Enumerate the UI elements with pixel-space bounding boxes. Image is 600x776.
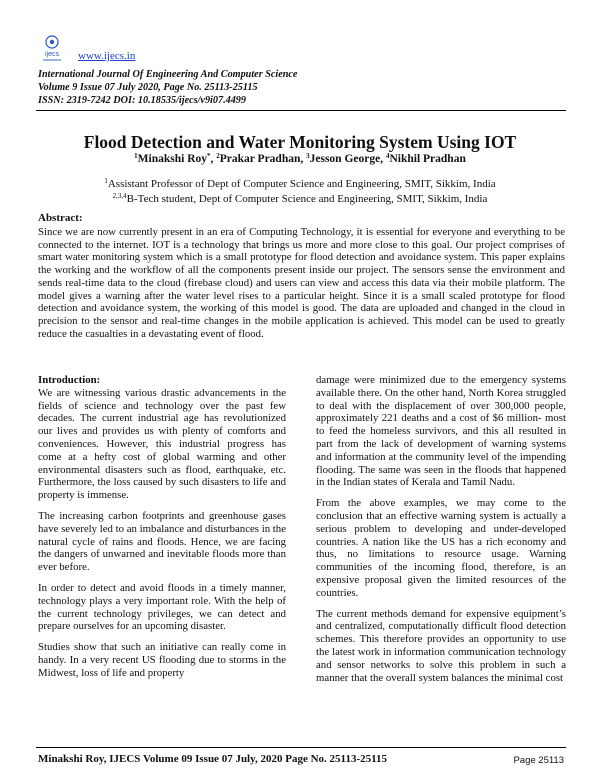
paragraph: In order to detect and avoid floods in a timely manner, technology plays a very important role. With the help of the current technology privileges, we can detect and prepare ourselves for an upcoming disaster. xyxy=(38,581,286,633)
paragraph: The increasing carbon footprints and greenhouse gases have severely led to an imbalance and disturbances in the natural cycle of rains and floods. Hence, we are facing the dangers of unwarned and inevitable floods more than ever before. xyxy=(38,509,286,574)
journal-volume: Volume 9 Issue 07 July 2020, Page No. 25113-25115 xyxy=(38,82,258,93)
right-column xyxy=(316,374,566,692)
author: $^2$Prakar Pradhan, xyxy=(216,152,307,165)
paragraph: damage were minimized due to the emergency systems available there. On the other hand, North Korea struggled to deal with the displacement of over 300,000 people, approximately 221 deaths and a cost of $6 million- most to feed the homeless survivors, and this all resulted in part from the lack of development of warning systems and information at the community level of the impending flooding. The same was seen in the floods that happened in the Indian states of Kerala and Tamil Nadu. xyxy=(316,374,566,489)
paper-title: Flood Detection and Water Monitoring System Using IOT xyxy=(83,132,517,152)
journal-issn: ISSN: 2319-7242 DOI: 10.18535/ijecs/v9i07.4499 xyxy=(38,95,246,106)
paragraph: The current methods demand for expensive equipment’s and centralized, computationally difficult flood detection schemes. This therefore provides an opportunity to use the latest work in information communication technology and sensor networks to solve this problem in such a manner that the overall system balances the minimal cost xyxy=(316,607,566,684)
abstract-heading: Abstract: xyxy=(38,212,83,224)
affiliation: $^{2,3,4}$B-Tech student, Dept of Computer Science and Engineering, SMIT, Sikkim, India xyxy=(112,192,488,205)
paragraph: From the above examples, we may come to the conclusion that an effective warning system is actually a serious problem to developing and under-developed countries. A nation like the US has a rich economy and thus, no limitations to resource usage. Warning communities of the incoming flood, therefore, is an expensive proposal given the limited resources of the countries. xyxy=(316,497,566,599)
left-column xyxy=(38,374,286,688)
abstract-body: Since we are now currently present in an era of Computing Technology, it is essential for everyone and everything to be connected to the internet. IOT is a technology that brings us more and more close to this goal. Our project comprises of smart water monitoring system which is a small prototype for flood detection and avoidance system. This paper explains the working and the workflow of all the components present inside our project. The sensors sense the environment and sends real-time data to the cloud (firebase cloud) and users can view and access this data via their mobile platform. The model gives a warning after the water level rises to a particular height. Since it is a small scaled prototype for flood detection and avoidance system, the working of this model is good. The data are uploaded and changed in the cloud in precision to the sensor and real-time changes in the mobile application is achieved. This model can be used to greatly reduce the casualties in a devastating event of flood. xyxy=(38,226,565,340)
logo-dot xyxy=(50,40,54,44)
journal-website-link[interactable]: www.ijecs.in xyxy=(78,50,136,62)
author-list xyxy=(0,153,600,165)
author: $^1$Minakshi Roy*, xyxy=(134,152,217,165)
journal-info xyxy=(38,68,297,107)
affiliation: $^1$Assistant Professor of Dept of Computer Science and Engineering, SMIT, Sikkim, India xyxy=(104,177,496,190)
journal-name: International Journal Of Engineering And Computer Science xyxy=(38,69,298,80)
introduction-heading: Introduction: xyxy=(38,374,101,386)
page-number: Page 25113 xyxy=(513,755,564,766)
paragraph: We are witnessing various drastic advancements in the fields of science and technology over the past few decades. The current industrial age has revolutionized our lives and provides us with plenty of comforts and conveniences. However, this industrial progress has come at a hefty cost of global warming and other environmental disasters such as flood, earthquake, etc. Furthermore, the loss caused by such disasters to life and property is immense. xyxy=(38,386,286,502)
footer-citation: Minakshi Roy, IJECS Volume 09 Issue 07 July, 2020 Page No. 25113-25115 xyxy=(38,753,388,765)
author: $^3$Jesson George, xyxy=(306,152,386,165)
logo-bar xyxy=(43,59,61,61)
footer-divider xyxy=(36,747,566,748)
header-divider xyxy=(36,110,566,111)
author: $^4$Nikhil Pradhan xyxy=(385,152,466,165)
paragraph: Studies show that such an initiative can really come in handy. In a very recent US flooding due to storms in the Midwest, loss of life and property xyxy=(38,641,286,679)
logo-text: ijecs xyxy=(44,51,60,58)
journal-logo xyxy=(38,33,76,67)
